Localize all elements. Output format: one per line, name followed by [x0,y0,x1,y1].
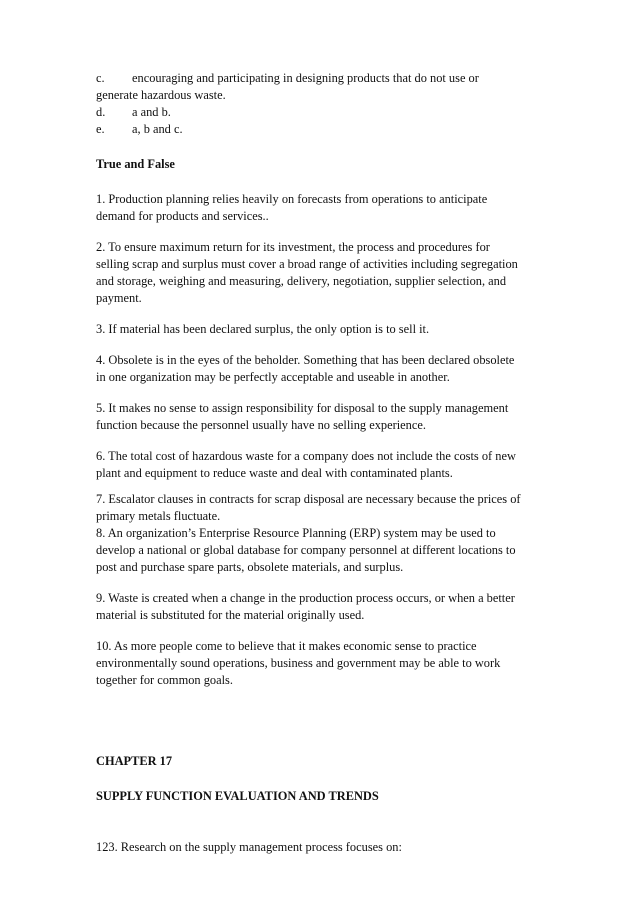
question-line: together for common goals. [96,673,233,687]
question-8 [96,525,548,576]
question-10 [96,638,548,689]
question-line: 7. Escalator clauses in contracts for scrap disposal are necessary because the prices of [96,492,521,506]
question-line: 1. Production planning relies heavily on forecasts from operations to anticipate [96,192,488,206]
question-1 [96,191,548,225]
question-line: 2. To ensure maximum return for its investment, the process and procedures for [96,240,490,254]
question-line: 6. The total cost of hazardous waste for a company does not include the costs of new [96,449,516,463]
option-text: a, b and c. [132,122,183,136]
option-text: a and b. [132,105,171,119]
question-5 [96,400,548,434]
question-line: function because the personnel usually have no selling experience. [96,418,426,432]
option-letter: c. [96,71,105,85]
option-text-continued: generate hazardous waste. [96,88,226,102]
question-9 [96,590,548,624]
question-line: payment. [96,291,142,305]
question-line: post and purchase spare parts, obsolete materials, and surplus. [96,560,404,574]
chapter-heading: CHAPTER 17 [96,754,173,768]
question-line: primary metals fluctuate. [96,509,221,523]
option-c [96,70,548,87]
question-line: develop a national or global database for company personnel at different locations to [96,543,516,557]
question-line: and storage, weighing and measuring, delivery, negotiation, supplier selection, and [96,274,507,288]
question-line: 9. Waste is created when a change in the production process occurs, or when a better [96,591,515,605]
question-line: material is substituted for the material originally used. [96,608,365,622]
question-line: 8. An organization’s Enterprise Resource Planning (ERP) system may be used to [96,526,496,540]
question-6 [96,448,548,482]
question-line: 4. Obsolete is in the eyes of the beholder. Something that has been declared obsolete [96,353,515,367]
option-letter: e. [96,122,105,136]
question-4 [96,352,548,386]
option-e [96,121,548,138]
question-line: 5. It makes no sense to assign responsibility for disposal to the supply management [96,401,509,415]
question-line: in one organization may be perfectly acceptable and useable in another. [96,370,450,384]
question-123: 123. Research on the supply management process focuses on: [96,840,402,854]
question-line: environmentally sound operations, business and government may be able to work [96,656,501,670]
question-3 [96,321,548,338]
document-page [96,70,548,856]
question-line: 10. As more people come to believe that it makes economic sense to practice [96,639,477,653]
chapter-title: SUPPLY FUNCTION EVALUATION AND TRENDS [96,789,379,803]
question-line: 3. If material has been declared surplus, the only option is to sell it. [96,322,430,336]
question-line: selling scrap and surplus must cover a broad range of activities including segregation [96,257,518,271]
option-text: encouraging and participating in designing products that do not use or [132,71,479,85]
question-line: demand for products and services.. [96,209,269,223]
option-letter: d. [96,105,106,119]
question-2 [96,239,548,307]
question-7 [96,491,548,525]
section-heading-true-false: True and False [96,157,175,171]
option-d [96,104,548,121]
question-line: plant and equipment to reduce waste and deal with contaminated plants. [96,466,453,480]
